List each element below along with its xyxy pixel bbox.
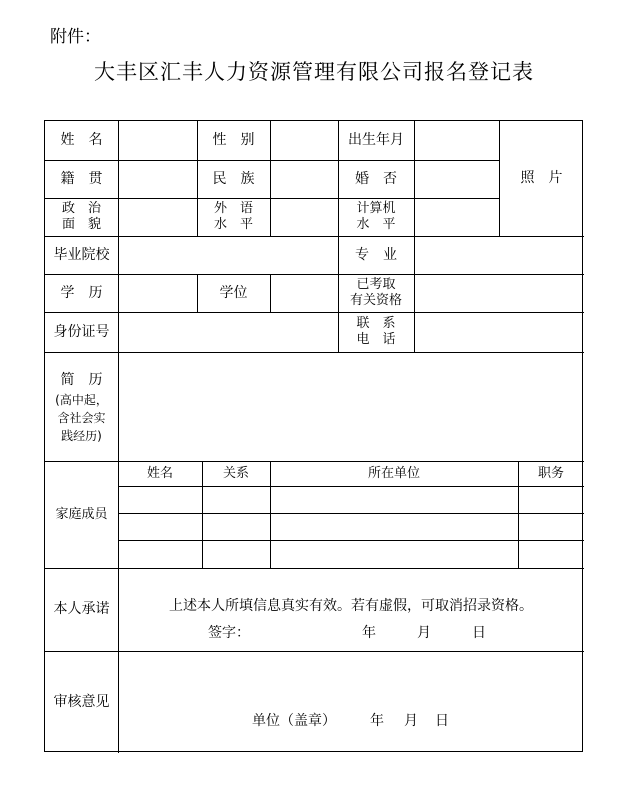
name-label: 姓 名 [60,132,103,148]
review-day-label: 日 [435,712,449,729]
language-level-label-line2: 水 平 [213,217,253,232]
pledge-month-label: 月 [417,624,431,641]
resume-label-line4: 践经历) [61,428,102,443]
review-opinion-field[interactable] [118,651,584,711]
resume-label [45,352,118,461]
family-row-2-position[interactable] [518,513,584,540]
review-unit-seal-label: 单位（盖章） [252,712,336,729]
family-row-3-position[interactable] [518,540,584,568]
family-header-name: 姓名 [146,465,173,481]
family-header-relation: 关系 [222,465,249,481]
id-number-field[interactable] [118,312,338,352]
resume-label-line1: 简 历 [60,371,103,388]
ethnicity-field[interactable] [270,160,338,198]
education-label: 学 历 [60,284,103,301]
birth-date-label: 出生年月 [348,132,404,148]
name-field[interactable] [118,121,197,160]
family-header-unit: 所在单位 [367,465,420,481]
pledge-signature-field[interactable] [258,622,358,644]
contact-phone-field[interactable] [414,312,584,352]
native-place-label: 籍 贯 [60,170,103,187]
school-label: 毕业院校 [53,246,110,263]
gender-field[interactable] [270,121,338,160]
language-level-label-line1: 外 语 [213,201,253,216]
gender-label: 性 别 [212,132,255,148]
family-row-1-unit[interactable] [270,486,518,513]
computer-level-label-line1: 计算机 [356,201,396,216]
review-label: 审核意见 [53,693,110,710]
family-row-3-relation[interactable] [202,540,270,568]
political-status-label [45,198,118,236]
pledge-day-label: 日 [472,624,486,641]
family-row-3-name[interactable] [118,540,202,568]
political-status-field[interactable] [118,198,197,236]
id-number-label: 身份证号 [53,323,110,340]
marital-status-label: 婚 否 [355,170,397,187]
language-level-label [197,198,270,236]
political-status-label-line1: 政 治 [61,201,101,216]
ethnicity-label: 民 族 [212,170,255,187]
family-row-2-relation[interactable] [202,513,270,540]
qualification-label [338,274,414,312]
family-members-label: 家庭成员 [55,506,108,522]
family-row-1-name[interactable] [118,486,202,513]
contact-phone-label-line1: 联 系 [356,316,396,331]
education-field[interactable] [118,274,197,312]
review-month-label: 月 [404,712,418,729]
pledge-signature-label: 签字： [208,624,250,641]
major-field[interactable] [414,236,584,274]
computer-level-label-line2: 水 平 [356,217,396,232]
birth-date-field[interactable] [414,121,499,160]
resume-label-line3: 含社会实 [57,410,106,425]
qualification-label-line1: 已考取 [356,277,396,292]
resume-label-line2: (高中起， [55,392,108,407]
pledge-label: 本人承诺 [53,601,110,617]
native-place-field[interactable] [118,160,197,198]
qualification-label-line2: 有关资格 [349,293,402,308]
major-label: 专 业 [355,246,397,263]
attachment-label: 附件： [50,27,101,47]
language-level-field[interactable] [270,198,338,236]
school-field[interactable] [118,236,338,274]
computer-level-label [338,198,414,236]
qualification-field[interactable] [414,274,584,312]
family-row-3-unit[interactable] [270,540,518,568]
contact-phone-label-line2: 电 话 [356,332,396,347]
family-row-1-relation[interactable] [202,486,270,513]
registration-form [44,120,583,752]
contact-phone-label [338,312,414,352]
pledge-statement: 上述本人所填信息真实有效。若有虚假，可取消招录资格。 [169,597,533,614]
resume-field[interactable] [118,352,584,461]
form-title: 大丰区汇丰人力资源管理有限公司报名登记表 [94,60,534,84]
computer-level-field[interactable] [414,198,499,236]
degree-label: 学位 [219,284,248,301]
marital-status-field[interactable] [414,160,499,198]
political-status-label-line2: 面 貌 [61,217,101,232]
review-year-label: 年 [370,712,384,729]
photo-area[interactable]: 照 片 [520,170,563,186]
pledge-year-label: 年 [362,624,376,641]
degree-field[interactable] [270,274,338,312]
family-row-2-unit[interactable] [270,513,518,540]
family-header-position: 职务 [537,465,564,481]
family-row-2-name[interactable] [118,513,202,540]
family-row-1-position[interactable] [518,486,584,513]
